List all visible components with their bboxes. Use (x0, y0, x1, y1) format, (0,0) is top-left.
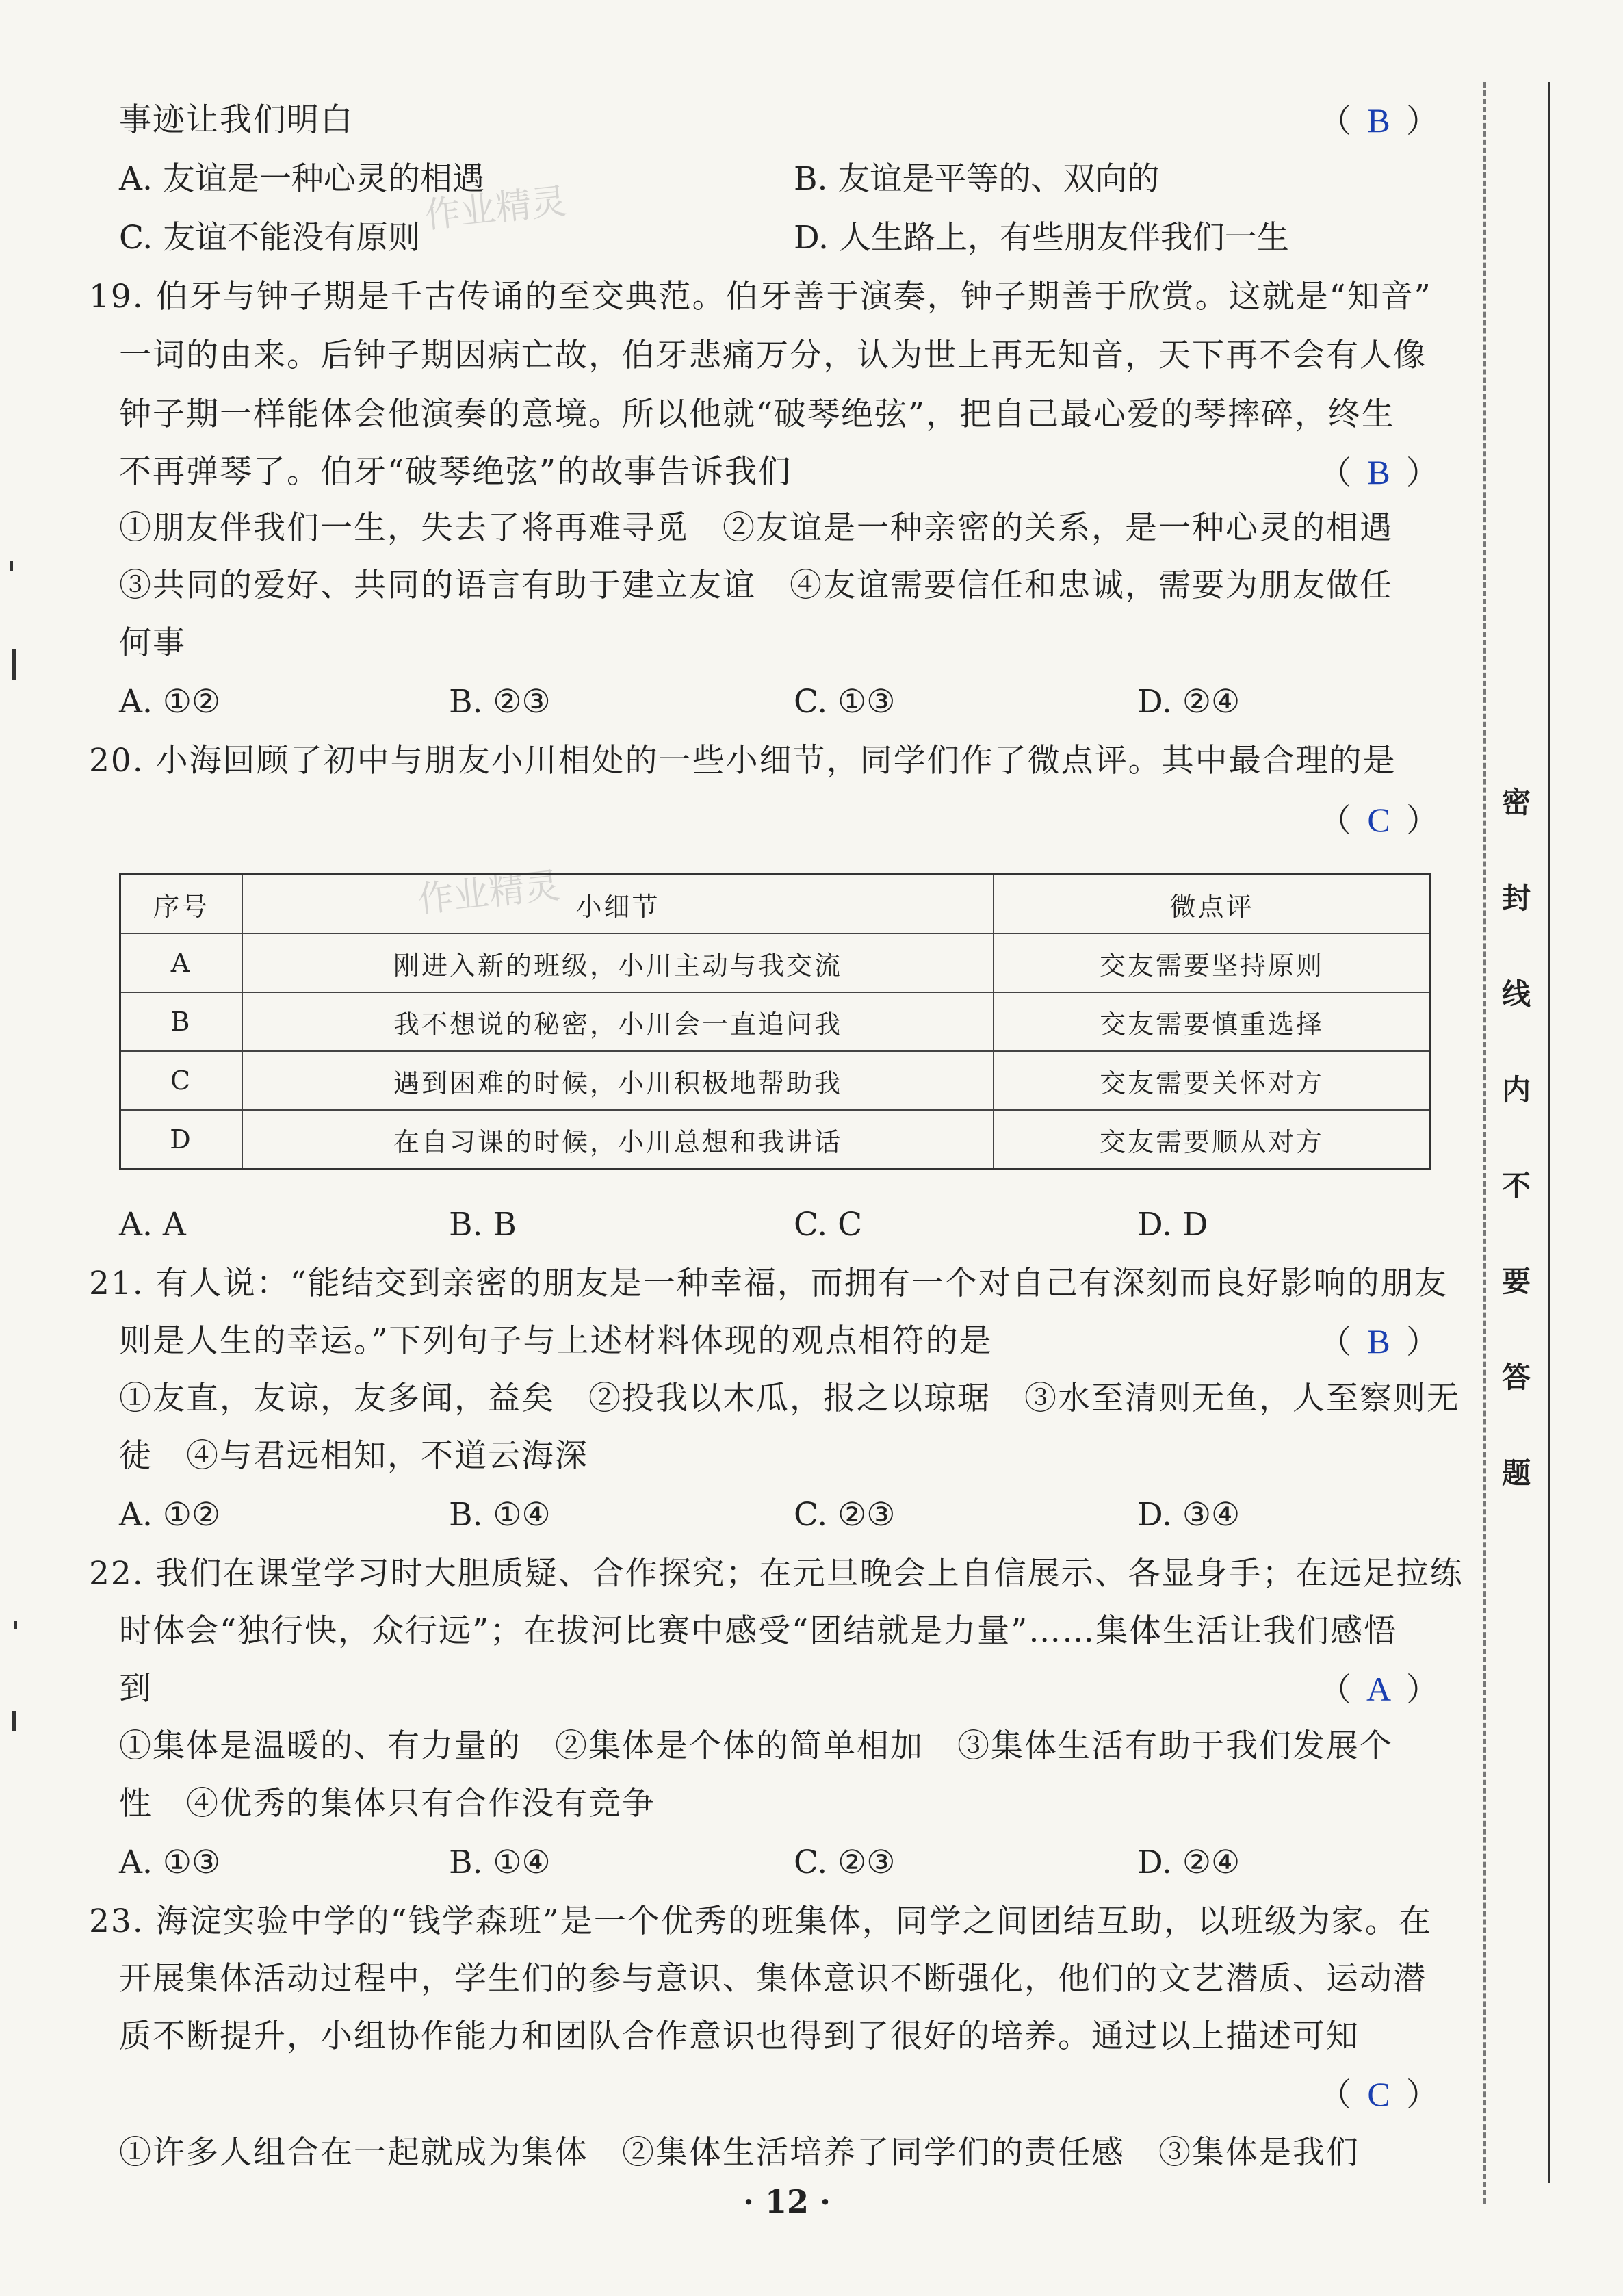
table-row (120, 933, 1431, 992)
q21-option-d: D. ③④ (1137, 1496, 1241, 1534)
q23-line: 开展集体活动过程中，学生们的参与意识、集体意识不断强化，他们的文艺潜质、运动潜 (119, 1960, 1427, 1998)
table-cell: 交友需要坚持原则 (994, 933, 1431, 992)
scan-mark (12, 1711, 16, 1731)
q19-option-b: B. ②③ (449, 683, 551, 721)
q20-option-c: C. C (794, 1206, 863, 1243)
q21-answer (1319, 1321, 1438, 1363)
q21-statement: ①友直，友谅，友多闻，益矣 ②投我以木瓜，报之以琼琚 ③水至清则无鱼，人至察则无 (119, 1380, 1460, 1417)
paren-open: （ (1319, 2076, 1351, 2114)
seal-char: 题 (1501, 1456, 1531, 1490)
table-cell: 交友需要慎重选择 (994, 992, 1431, 1051)
table-cell: 交友需要关怀对方 (994, 1051, 1431, 1110)
q20-line: 20. 小海回顾了初中与朋友小川相处的一些小细节，同学们作了微点评。其中最合理的是 (89, 742, 1397, 779)
q18-answer-letter: B (1367, 101, 1390, 140)
table-header: 微点评 (994, 875, 1431, 934)
seal-char: 封 (1501, 881, 1531, 915)
paren-close: ） (1406, 454, 1438, 492)
q20-option-d: D. D (1137, 1206, 1208, 1243)
seal-char: 密 (1501, 786, 1531, 819)
q18-option-c: C. 友谊不能没有原则 (119, 219, 421, 257)
q19-answer-letter: B (1367, 453, 1390, 491)
q22-answer (1319, 1668, 1438, 1711)
paren-close: ） (1406, 1324, 1438, 1361)
seal-char: 线 (1501, 977, 1531, 1011)
q19-option-a: A. ①② (119, 683, 221, 721)
seal-char: 答 (1501, 1360, 1531, 1394)
scan-mark (10, 561, 13, 571)
paren-open: （ (1319, 1671, 1351, 1709)
table-row (120, 1110, 1431, 1170)
q18-stem: 事迹让我们明白 (119, 101, 354, 139)
q21-option-b: B. ①④ (449, 1496, 551, 1534)
q22-option-d: D. ②④ (1137, 1844, 1241, 1881)
q22-statement: 性 ④优秀的集体只有合作没有竞争 (119, 1785, 655, 1822)
table-cell: C (120, 1051, 243, 1110)
q19-line: 不再弹琴了。伯牙“破琴绝弦”的故事告诉我们 (119, 453, 792, 491)
q19-line: 一词的由来。后钟子期因病亡故，伯牙悲痛万分，认为世上再无知音，天下再不会有人像 (119, 337, 1427, 374)
table-cell: 交友需要顺从对方 (994, 1110, 1431, 1170)
q19-option-d: D. ②④ (1137, 683, 1241, 721)
paren-close: ） (1406, 103, 1438, 140)
q23-line: 23. 海淀实验中学的“钱学森班”是一个优秀的班集体，同学之间团结互助，以班级为家。在 (89, 1902, 1432, 1940)
watermark: 作业精灵 (416, 865, 562, 921)
watermark: 作业精灵 (423, 181, 569, 237)
q22-statement: ①集体是温暖的、有力量的 ②集体是个体的简单相加 ③集体生活有助于我们发展个 (119, 1727, 1393, 1765)
seal-char: 内 (1501, 1073, 1531, 1107)
q23-answer-letter: C (1367, 2075, 1390, 2113)
seal-char: 不 (1501, 1169, 1531, 1202)
q22-line: 22. 我们在课堂学习时大胆质疑、合作探究；在元旦晚会上自信展示、各显身手；在远足拉练 (89, 1555, 1464, 1592)
paren-open: （ (1319, 454, 1351, 492)
table-row (120, 992, 1431, 1051)
table-cell: 遇到困难的时候，小川积极地帮助我 (242, 1051, 994, 1110)
table-cell: D (120, 1110, 243, 1170)
q22-line: 时体会“独行快，众行远”；在拔河比赛中感受“团结就是力量”……集体生活让我们感悟 (119, 1612, 1398, 1650)
table-header: 序号 (120, 875, 243, 934)
q23-statement: ①许多人组合在一起就成为集体 ②集体生活培养了同学们的责任感 ③集体是我们 (119, 2134, 1360, 2171)
q19-line: 钟子期一样能体会他演奏的意境。所以他就“破琴绝弦”，把自己最心爱的琴摔碎，终生 (119, 396, 1396, 433)
q22-option-c: C. ②③ (794, 1844, 896, 1881)
table-header: 小细节 (242, 875, 994, 934)
paren-open: （ (1319, 1324, 1351, 1361)
paren-close: ） (1406, 802, 1438, 840)
q22-option-a: A. ①③ (119, 1844, 221, 1881)
q23-line: 质不断提升，小组协作能力和团队合作意识也得到了很好的培养。通过以上描述可知 (119, 2017, 1360, 2055)
q19-answer (1319, 452, 1438, 494)
seal-dashed-line (1483, 82, 1486, 2204)
q20-option-a: A. A (119, 1206, 186, 1243)
q20-option-b: B. B (449, 1206, 517, 1243)
q20-answer (1319, 799, 1438, 842)
scan-mark (12, 649, 16, 680)
q22-line: 到 (119, 1670, 153, 1707)
table-cell: 我不想说的秘密，小川会一直追问我 (242, 992, 994, 1051)
paren-close: ） (1406, 1671, 1438, 1709)
q19-option-c: C. ①③ (794, 683, 896, 721)
q18-answer (1319, 100, 1438, 142)
q18-option-a: A. 友谊是一种心灵的相遇 (119, 160, 484, 198)
q23-answer (1319, 2074, 1438, 2116)
paren-open: （ (1319, 802, 1351, 840)
q18-option-b: B. 友谊是平等的、双向的 (794, 160, 1160, 198)
seal-solid-line (1548, 82, 1550, 2183)
q19-statement: 何事 (119, 624, 186, 662)
paren-close: ） (1406, 2076, 1438, 2114)
q20-table (119, 873, 1431, 1170)
q19-statement: ①朋友伴我们一生，失去了将再难寻觅 ②友谊是一种亲密的关系，是一种心灵的相遇 (119, 509, 1393, 547)
q21-option-a: A. ①② (119, 1496, 221, 1534)
q19-line: 19. 伯牙与钟子期是千古传诵的至交典范。伯牙善于演奏，钟子期善于欣赏。这就是“知音” (89, 278, 1432, 315)
q21-statement: 徒 ④与君远相知，不道云海深 (119, 1437, 588, 1475)
q20-answer-letter: C (1367, 801, 1390, 839)
table-cell: A (120, 933, 243, 992)
scan-mark (14, 1621, 17, 1629)
q19-statement: ③共同的爱好、共同的语言有助于建立友谊 ④友谊需要信任和忠诚，需要为朋友做任 (119, 567, 1393, 604)
q22-answer-letter: A (1366, 1670, 1392, 1708)
q21-line: 则是人生的幸运。”下列句子与上述材料体现的观点相符的是 (119, 1322, 993, 1360)
table-row (120, 1051, 1431, 1110)
table-header-row (120, 875, 1431, 934)
seal-char: 要 (1501, 1265, 1531, 1298)
table-cell: 在自习课的时候，小川总想和我讲话 (242, 1110, 994, 1170)
table-cell: B (120, 992, 243, 1051)
table-cell: 刚进入新的班级，小川主动与我交流 (242, 933, 994, 992)
paren-open: （ (1319, 103, 1351, 140)
q21-answer-letter: B (1367, 1322, 1390, 1360)
q21-line: 21. 有人说：“能结交到亲密的朋友是一种幸福，而拥有一个对自己有深刻而良好影响的朋友 (89, 1265, 1448, 1302)
q18-option-d: D. 人生路上，有些朋友伴我们一生 (794, 219, 1289, 257)
q22-option-b: B. ①④ (449, 1844, 551, 1881)
q21-option-c: C. ②③ (794, 1496, 896, 1534)
page-number: · 12 · (743, 2183, 831, 2220)
